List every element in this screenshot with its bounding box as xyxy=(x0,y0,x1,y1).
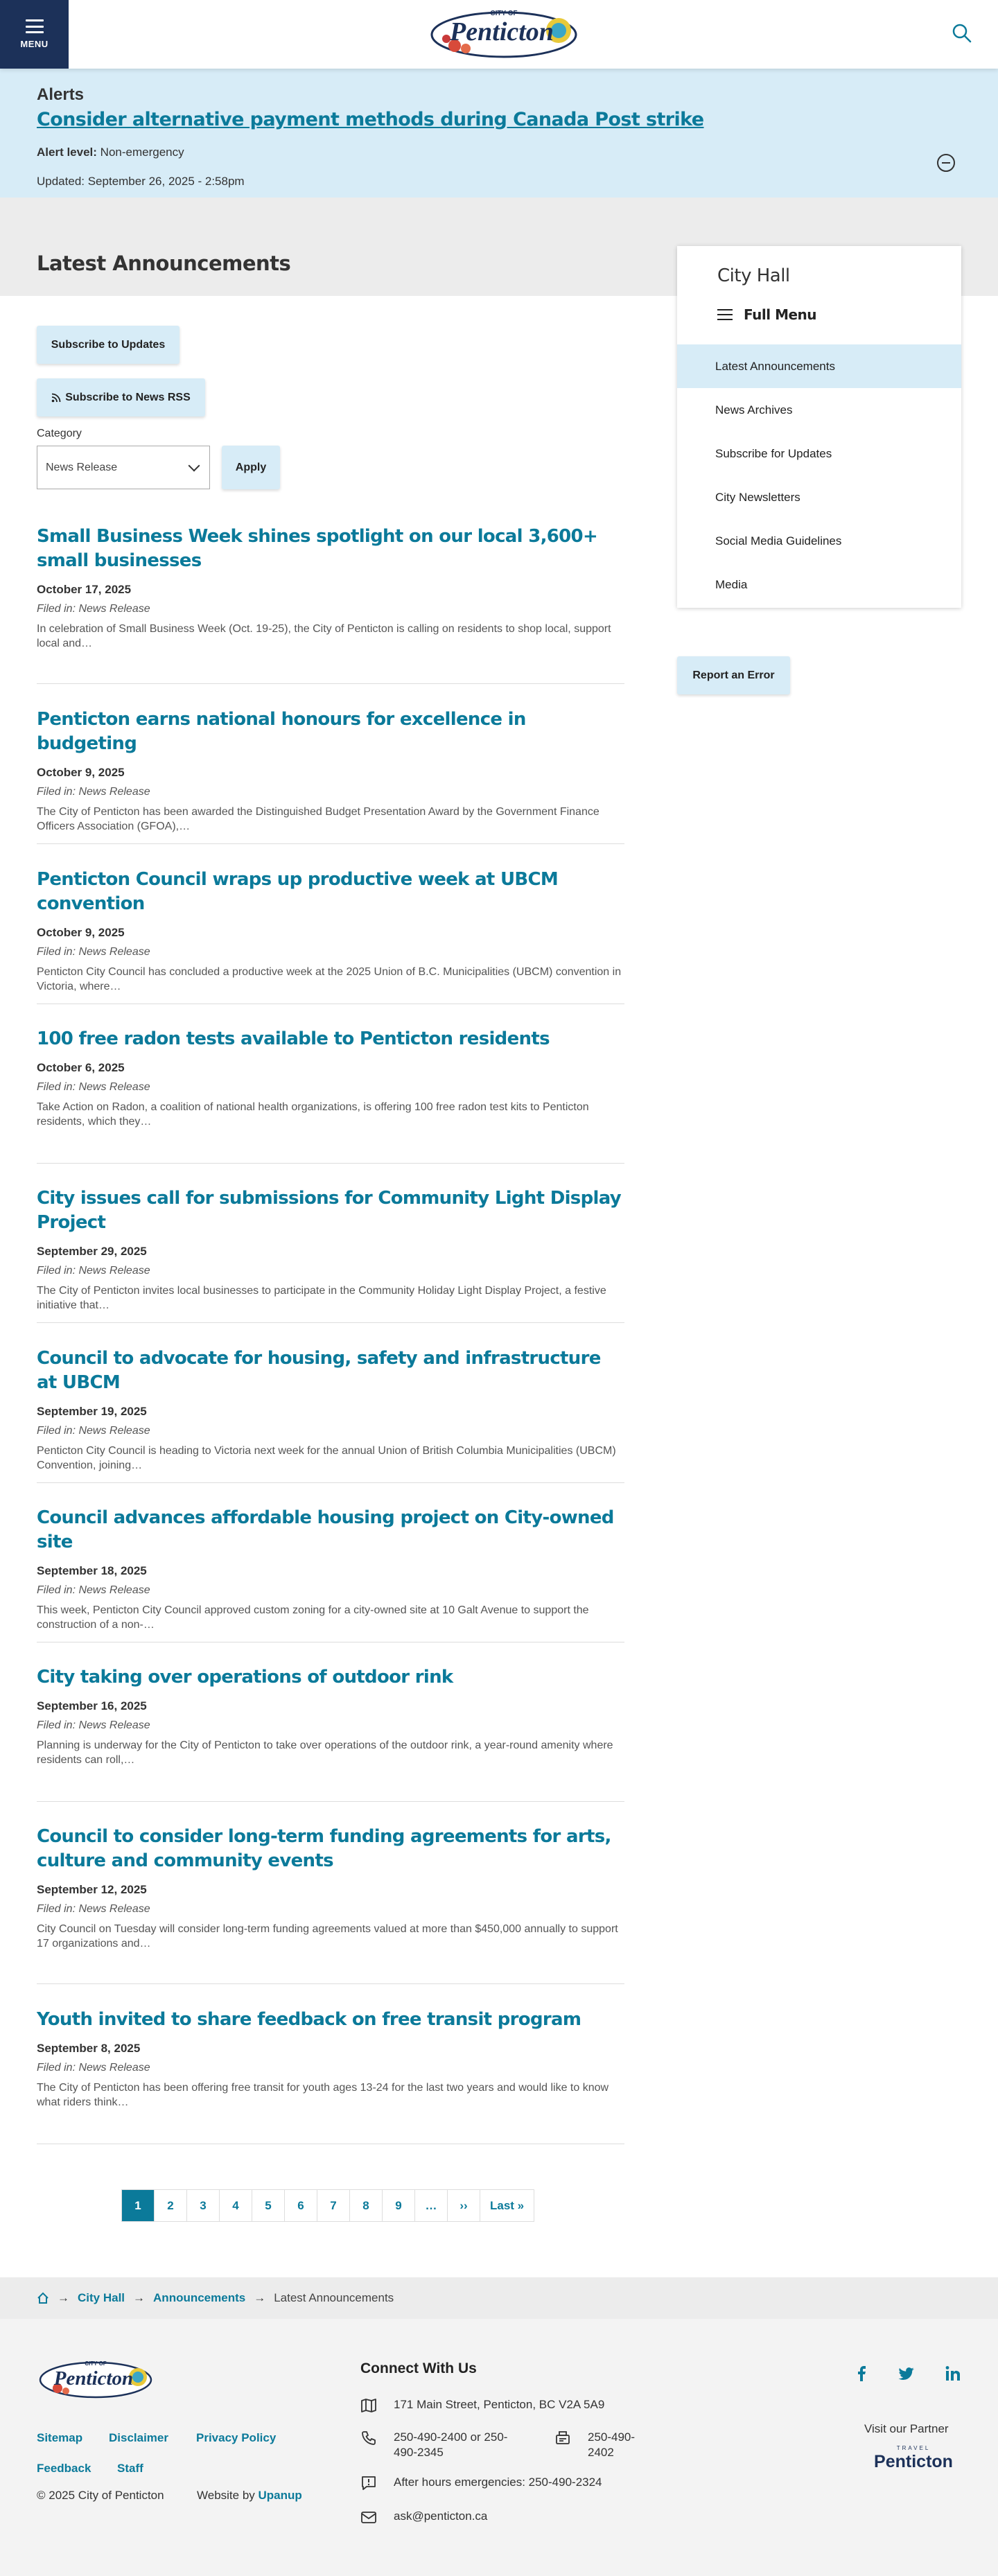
emergency-item xyxy=(360,2475,602,2491)
footer-logo-top-text: CITY OF xyxy=(85,2360,107,2367)
article-title-link[interactable]: City taking over operations of outdoor rink xyxy=(37,1667,453,1688)
partner-name-text: Penticton xyxy=(874,2452,953,2471)
logo-name-text: Penticton xyxy=(450,17,554,46)
phone-text[interactable]: 250-490-2400 or 250-490-2345 xyxy=(394,2430,508,2459)
page-link[interactable]: 6 xyxy=(285,2190,317,2221)
article-excerpt: This week, Penticton City Council approved custom zoning for a city-owned site at 10 Galt Avenue to support the construction of a non-… xyxy=(37,1604,589,1631)
article-item xyxy=(37,525,624,684)
address-text: 171 Main Street, Penticton, BC V2A 5A9 xyxy=(394,2398,605,2411)
email-text[interactable]: ask@penticton.ca xyxy=(394,2509,488,2523)
page-ellipsis: … xyxy=(415,2190,448,2221)
fax-text: 250-490-2402 xyxy=(588,2430,636,2459)
page-link[interactable]: 3 xyxy=(187,2190,220,2221)
article-item xyxy=(37,2008,624,2144)
fax-item xyxy=(554,2430,651,2460)
alert-level xyxy=(37,146,704,159)
email-item xyxy=(360,2509,487,2525)
article-date: September 16, 2025 xyxy=(37,1699,147,1712)
article-date: September 19, 2025 xyxy=(37,1405,147,1418)
sidebar-item-media[interactable]: Media xyxy=(715,577,748,591)
breadcrumb-arrow-icon: → xyxy=(133,2291,146,2304)
category-select-value: News Release xyxy=(46,461,118,473)
article-item xyxy=(37,1665,624,1802)
article-filed-in: Filed in: News Release xyxy=(37,946,150,958)
article-item xyxy=(37,1825,624,1984)
article-title-link[interactable]: Council to advocate for housing, safety and infrastructure at UBCM xyxy=(37,1348,601,1393)
full-menu-button[interactable] xyxy=(717,306,816,323)
breadcrumb-arrow-icon: → xyxy=(254,2291,266,2304)
linkedin-icon[interactable] xyxy=(944,2365,962,2383)
page-link[interactable]: 4 xyxy=(220,2190,252,2221)
phone-item xyxy=(360,2430,513,2460)
page-link[interactable]: 8 xyxy=(350,2190,383,2221)
article-title-link[interactable]: Small Business Week shines spotlight on our local 3,600+ small businesses xyxy=(37,526,598,571)
article-item xyxy=(37,1506,624,1642)
article-date: October 9, 2025 xyxy=(37,926,125,939)
address-item xyxy=(360,2397,604,2414)
sidebar-item-latest-announcements[interactable]: Latest Announcements xyxy=(677,344,961,388)
apply-button[interactable] xyxy=(222,446,280,489)
category-label: Category xyxy=(37,428,82,439)
alert-level-label: Alert level: xyxy=(37,146,97,159)
breadcrumb xyxy=(0,2277,998,2319)
article-filed-in: Filed in: News Release xyxy=(37,1903,150,1915)
alert-heading: Alerts xyxy=(37,85,85,104)
footer-link-sitemap[interactable]: Sitemap xyxy=(37,2431,83,2444)
report-error-button[interactable] xyxy=(677,656,790,694)
website-by-label: Website by xyxy=(197,2489,255,2502)
apply-label: Apply xyxy=(235,461,267,473)
article-filed-in: Filed in: News Release xyxy=(37,1719,150,1731)
article-item xyxy=(37,708,624,844)
article-excerpt: The City of Penticton invites local businesses to participate in the Community Holiday Light Display Project, a festive initiative that… xyxy=(37,1285,606,1311)
article-excerpt: The City of Penticton has been offering free transit for youth ages 13-24 for the last two years and would like to know what riders think… xyxy=(37,2082,609,2108)
emergency-text: After hours emergencies: 250-490-2324 xyxy=(394,2476,602,2489)
footer-link-feedback[interactable]: Feedback xyxy=(37,2462,91,2475)
report-error-label: Report an Error xyxy=(692,669,775,681)
breadcrumb-arrow-icon: → xyxy=(58,2291,69,2304)
pagination xyxy=(121,2189,534,2222)
article-filed-in: Filed in: News Release xyxy=(37,1425,150,1437)
article-item xyxy=(37,1347,624,1483)
sidebar-item-subscribe[interactable]: Subscribe for Updates xyxy=(715,446,832,460)
alert-title-link[interactable]: Consider alternative payment methods during Canada Post strike xyxy=(37,109,704,130)
website-by-link[interactable]: Upanup xyxy=(258,2489,302,2502)
sidebar-nav xyxy=(677,246,961,608)
phone-icon xyxy=(360,2430,377,2446)
article-excerpt: Penticton City Council is heading to Victoria next week for the annual Union of British Columbia Municipalities (UBCM) Convention, joining… xyxy=(37,1445,616,1471)
footer-logo-name-text: Penticton xyxy=(53,2367,134,2390)
article-excerpt: Penticton City Council has concluded a productive week at the 2025 Union of B.C. Municipalities (UBCM) convention in Victoria, where… xyxy=(37,966,622,992)
article-filed-in: Filed in: News Release xyxy=(37,786,150,798)
website-by xyxy=(197,2489,302,2503)
page-link-current[interactable]: 1 xyxy=(122,2190,155,2221)
travel-penticton-logo[interactable] xyxy=(864,2444,963,2471)
next-page-link[interactable]: ›› xyxy=(448,2190,480,2221)
article-excerpt: City Council on Tuesday will consider long-term funding agreements valued at more than $450,000 annually to support 17 organizations and… xyxy=(37,1923,618,1949)
city-logo[interactable] xyxy=(427,6,581,60)
article-date: September 18, 2025 xyxy=(37,1564,147,1577)
article-title-link[interactable]: Youth invited to share feedback on free transit program xyxy=(37,2009,581,2030)
article-item xyxy=(37,1186,624,1323)
logo-top-text: CITY OF xyxy=(490,10,518,17)
subscribe-rss-label: Subscribe to News RSS xyxy=(65,391,191,403)
sidebar-item-social-media[interactable]: Social Media Guidelines xyxy=(715,534,842,547)
alert-message-icon xyxy=(360,2475,377,2491)
article-title-link[interactable]: Council to consider long-term funding agreements for arts, culture and community events xyxy=(37,1826,611,1871)
article-date: October 17, 2025 xyxy=(37,583,132,596)
footer-city-logo[interactable] xyxy=(37,2358,155,2399)
page-link[interactable]: 2 xyxy=(155,2190,187,2221)
article-title-link[interactable]: Council advances affordable housing project on City-owned site xyxy=(37,1507,614,1552)
article-filed-in: Filed in: News Release xyxy=(37,603,150,615)
footer-link-privacy[interactable]: Privacy Policy xyxy=(196,2431,277,2444)
menu-label: MENU xyxy=(20,39,49,49)
article-filed-in: Filed in: News Release xyxy=(37,1584,150,1596)
partner-label: Visit our Partner xyxy=(864,2422,949,2435)
breadcrumb-announcements[interactable]: Announcements xyxy=(153,2291,246,2304)
facebook-icon[interactable] xyxy=(853,2365,871,2383)
menu-button[interactable] xyxy=(0,0,69,69)
article-date: October 6, 2025 xyxy=(37,1061,125,1074)
sidebar-item-newsletters[interactable]: City Newsletters xyxy=(715,490,800,504)
alert-level-value: Non-emergency xyxy=(100,146,184,159)
hamburger-icon xyxy=(717,309,733,320)
article-excerpt: The City of Penticton has been awarded the Distinguished Budget Presentation Award by the Government Finance Officers Association (GFOA),… xyxy=(37,806,599,832)
article-title-link[interactable]: Penticton earns national honours for excellence in budgeting xyxy=(37,709,526,754)
fax-icon xyxy=(554,2430,571,2446)
alert-updated: Updated: September 26, 2025 - 2:58pm xyxy=(37,175,245,188)
article-excerpt: Take Action on Radon, a coalition of national health organizations, is offering 100 free radon test kits to Penticton residents, which they… xyxy=(37,1101,589,1128)
article-date: September 12, 2025 xyxy=(37,1883,147,1896)
twitter-icon[interactable] xyxy=(898,2365,916,2383)
article-title-link[interactable]: 100 free radon tests available to Penticton residents xyxy=(37,1028,550,1049)
search-icon[interactable] xyxy=(951,22,973,44)
hamburger-icon xyxy=(26,19,44,33)
rss-icon xyxy=(51,393,61,403)
article-filed-in: Filed in: News Release xyxy=(37,2062,150,2074)
article-excerpt: In celebration of Small Business Week (Oct. 19-25), the City of Penticton is calling on residents to shop local, support local and… xyxy=(37,623,611,649)
article-date: October 9, 2025 xyxy=(37,766,125,779)
subscribe-updates-button[interactable] xyxy=(37,326,180,364)
alert-banner xyxy=(0,69,998,198)
page-link[interactable]: 5 xyxy=(252,2190,285,2221)
site-footer xyxy=(0,2319,998,2576)
page-link[interactable]: 9 xyxy=(383,2190,415,2221)
article-date: September 29, 2025 xyxy=(37,1245,147,1258)
partner-top-text: TRAVEL xyxy=(896,2445,931,2451)
site-header xyxy=(0,0,998,69)
article-filed-in: Filed in: News Release xyxy=(37,1081,150,1093)
subscribe-updates-label: Subscribe to Updates xyxy=(51,338,166,351)
map-icon xyxy=(360,2397,377,2414)
last-page-link[interactable]: Last » xyxy=(490,2198,525,2212)
collapse-alert-icon[interactable] xyxy=(937,154,955,172)
chevron-down-icon xyxy=(189,459,200,471)
breadcrumb-city-hall[interactable]: City Hall xyxy=(78,2291,125,2304)
page-title: Latest Announcements xyxy=(37,252,291,275)
footer-link-disclaimer[interactable]: Disclaimer xyxy=(109,2431,168,2444)
footer-link-staff[interactable]: Staff xyxy=(117,2462,143,2475)
article-title-link[interactable]: City issues call for submissions for Community Light Display Project xyxy=(37,1188,622,1233)
category-select[interactable] xyxy=(37,446,210,489)
full-menu-label: Full Menu xyxy=(744,306,817,323)
email-icon xyxy=(360,2509,377,2525)
breadcrumb-current: Latest Announcements xyxy=(274,2291,394,2304)
home-icon[interactable] xyxy=(37,2292,49,2304)
article-date: September 8, 2025 xyxy=(37,2042,141,2055)
connect-heading: Connect With Us xyxy=(360,2360,477,2376)
subscribe-rss-button[interactable] xyxy=(37,378,205,417)
copyright: © 2025 City of Penticton xyxy=(37,2489,164,2502)
article-item xyxy=(37,868,624,1004)
sidebar-item-news-archives[interactable]: News Archives xyxy=(715,403,793,417)
article-item xyxy=(37,1027,624,1164)
article-filed-in: Filed in: News Release xyxy=(37,1265,150,1277)
page-link[interactable]: 7 xyxy=(317,2190,350,2221)
sidebar-title: City Hall xyxy=(717,265,790,286)
article-excerpt: Planning is underway for the City of Penticton to take over operations of the outdoor rink, a year-round amenity where residents can roll,… xyxy=(37,1740,613,1766)
article-title-link[interactable]: Penticton Council wraps up productive week at UBCM convention xyxy=(37,869,559,914)
